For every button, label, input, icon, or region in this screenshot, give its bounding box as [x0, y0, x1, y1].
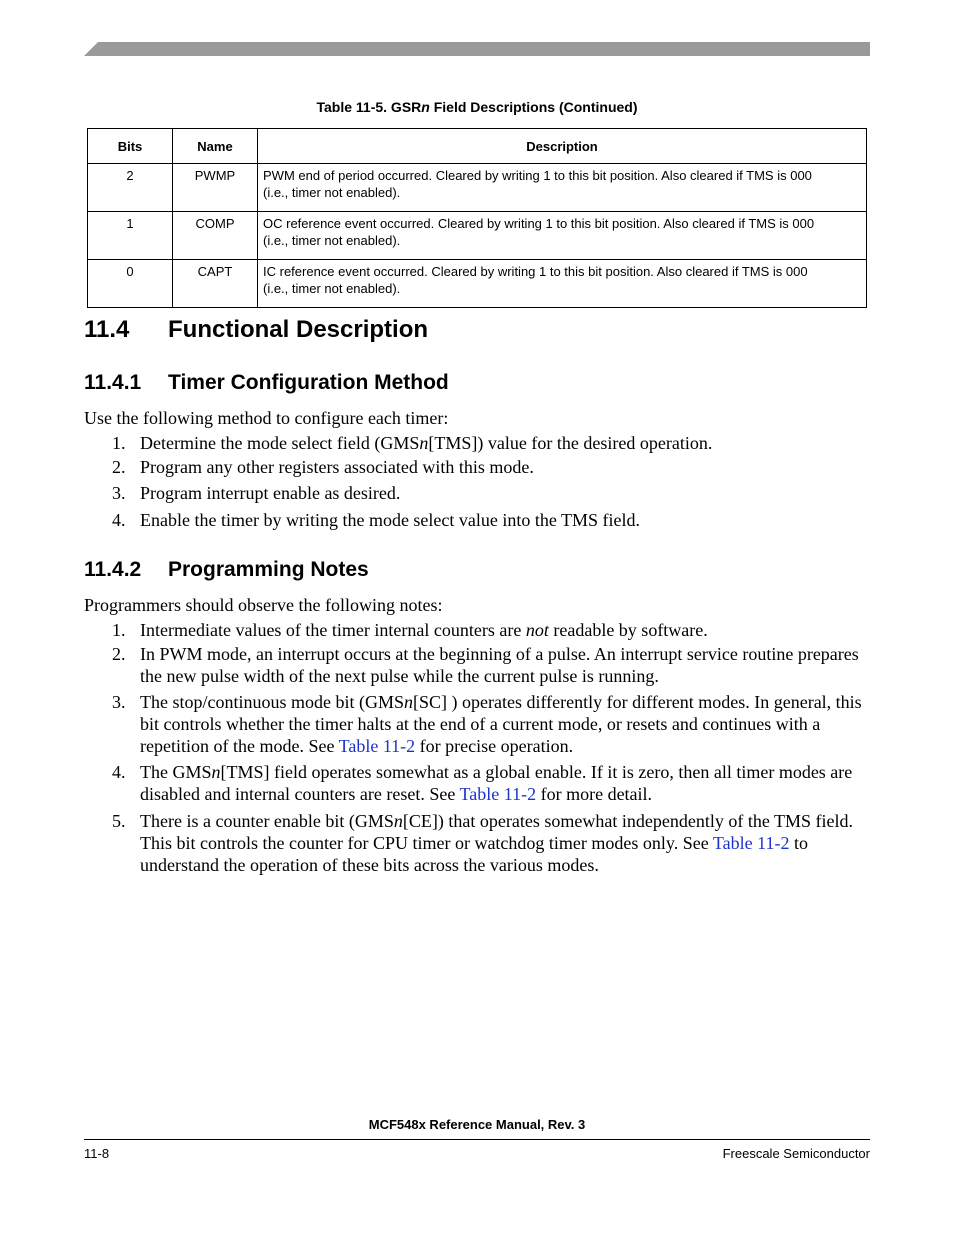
cell-name: COMP — [173, 212, 258, 260]
cell-bits: 0 — [88, 260, 173, 308]
cell-bits: 1 — [88, 212, 173, 260]
list-item: 3. The stop/continuous mode bit (GMSn[SC] ) operates differently for different modes. In general, this bit controls whether the timer halts at the end of a current mode, or resets and continues with a repetition of the mode. See Table 11-2 for precise operation. — [112, 692, 862, 756]
table-caption: Table 11-5. GSRn Field Descriptions (Continued) — [316, 99, 638, 115]
cell-bits: 2 — [88, 164, 173, 212]
subsection-heading-notes: 11.4.2 Programming Notes — [84, 558, 369, 581]
cell-name: PWMP — [173, 164, 258, 212]
notes-intro: Programmers should observe the following notes: — [84, 595, 443, 615]
list-item: 2. Program any other registers associated with this mode. — [112, 457, 534, 477]
cell-description: IC reference event occurred. Cleared by writing 1 to this bit position. Also cleared if TMS is 000 (i.e., timer not enabled). — [258, 260, 867, 308]
config-intro: Use the following method to configure each timer: — [84, 408, 449, 428]
list-item: 4. The GMSn[TMS] field operates somewhat as a global enable. If it is zero, then all timer modes are disabled and internal counters are reset. See Table 11-2 for more detail. — [112, 762, 853, 804]
header-name: Name — [173, 129, 258, 164]
cell-description: OC reference event occurred. Cleared by writing 1 to this bit position. Also cleared if TMS is 000 (i.e., timer not enabled). — [258, 212, 867, 260]
table-header-row — [88, 129, 867, 164]
list-item: 4. Enable the timer by writing the mode select value into the TMS field. — [112, 510, 641, 530]
header-description: Description — [258, 129, 867, 164]
subsection-heading-config: 11.4.1 Timer Configuration Method — [84, 371, 449, 394]
footer-title: MCF548x Reference Manual, Rev. 3 — [368, 1117, 586, 1132]
section-heading: 11.4 Functional Description — [84, 316, 429, 343]
cell-name: CAPT — [173, 260, 258, 308]
table-11-2-link[interactable]: Table 11-2 — [338, 736, 416, 756]
company-name: Freescale Semiconductor — [722, 1146, 870, 1161]
table-row — [88, 260, 867, 308]
header-bits: Bits — [88, 129, 173, 164]
list-item: 1. Determine the mode select field (GMSn[TMS]) value for the desired operation. — [112, 433, 713, 453]
table-11-2-link[interactable]: Table 11-2 — [712, 833, 790, 853]
table-11-2-link[interactable]: Table 11-2 — [459, 784, 537, 804]
list-item: 1. Intermediate values of the timer internal counters are not readable by software. — [112, 620, 708, 640]
table-row — [88, 212, 867, 260]
footer-divider — [84, 1139, 870, 1140]
page-number: 11-8 — [84, 1146, 110, 1161]
cell-description: PWM end of period occurred. Cleared by writing 1 to this bit position. Also cleared if TMS is 000 (i.e., timer not enabled). — [258, 164, 867, 212]
list-item: 5. There is a counter enable bit (GMSn[CE]) that operates somewhat independently of the TMS field. This bit controls the counter for CPU timer or watchdog timer modes only. See Table 11-2 to understand the operation of these bits across the various modes. — [112, 811, 853, 875]
table-row — [88, 164, 867, 212]
list-item: 2. In PWM mode, an interrupt occurs at the beginning of a pulse. An interrupt service routine prepares the new pulse width of the next pulse while the current pulse is running. — [112, 644, 859, 686]
list-item: 3. Program interrupt enable as desired. — [112, 483, 401, 503]
field-descriptions-table — [87, 128, 867, 308]
header-banner — [84, 42, 870, 56]
